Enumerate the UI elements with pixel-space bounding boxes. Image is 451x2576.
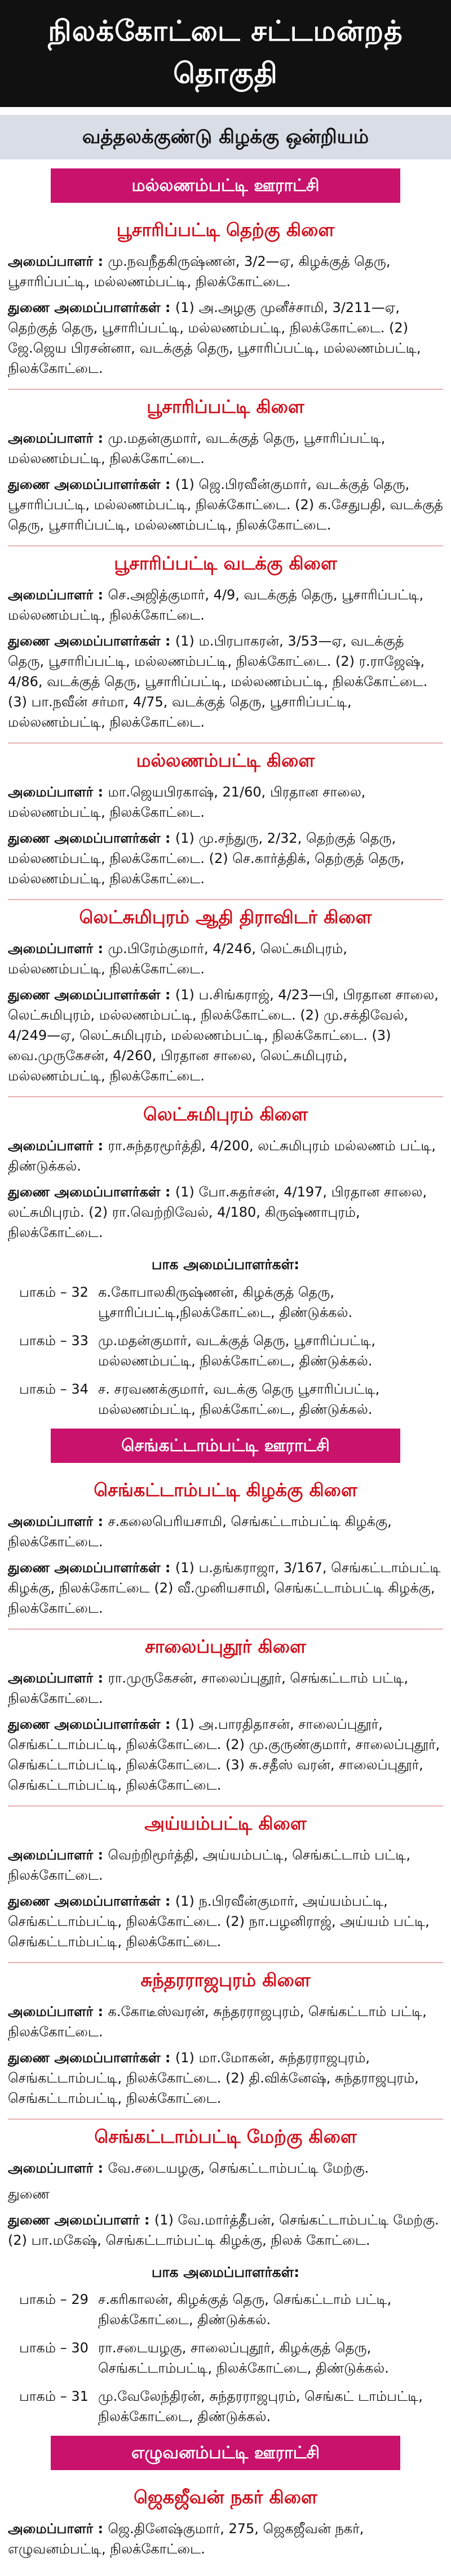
- secretary-text: வெற்றிமூர்த்தி, அய்யம்பட்டி, செங்கட்டாம் பட்டி, நிலக்கோட்டை.: [8, 1847, 410, 1883]
- constituency-title: நிலக்கோட்டை சட்டமன்றத் தொகுதி: [0, 0, 451, 107]
- deputy-text: (1) ப.சிங்கராஜ், 4/23—பி, பிரதான சாலை, லெட்சுமிபுரம், மல்லணம்பட்டி, நிலக்கோட்டை. (2) மு.சக்திவேல், 4/249—ஏ, லெட்சுமிபுரம், மல்லணம்பட்டி, நிலக்கோட்டை. (3) வை.முருகேசன், 4/260, பிரதான சாலை, லெட்சுமிபுரம், மல்லணம்பட்டி, நிலக்கோட்டை.: [8, 987, 439, 1084]
- secretary-text: ஜெ.தினேஷ்குமார், 275, ஜெகஜீவன் நகர், எழுவனம்பட்டி, நிலக்கோட்டை.: [8, 2521, 364, 2557]
- branch-secretary: [8, 2001, 443, 2042]
- booth-number: பாகம் – 31: [19, 2388, 89, 2404]
- secretary-text: ச.கலைபெரியசாமி, செங்கட்டாம்பட்டி கிழக்கு, நிலக்கோட்டை.: [8, 1513, 392, 1550]
- union-title: வத்தலக்குண்டு கிழக்கு ஒன்றியம்: [0, 115, 451, 159]
- secretary-label: அமைப்பாளர் :: [8, 941, 108, 956]
- secretary-label: அமைப்பாளர் :: [8, 2003, 108, 2019]
- booth-row: [8, 1379, 443, 1420]
- deputy-text: (1) ஜெ.பிரவீன்குமார், வடக்குத் தெரு, பூசாரிப்பட்டி, மல்லணம்பட்டி, நிலக்கோட்டை. (2) க.சேதுபதி, வடக்குத் தெரு, பூசாரிப்பட்டி, மல்லணம்பட்டி, நிலக்கோட்டை.: [8, 477, 443, 533]
- branch-deputies: [8, 828, 443, 889]
- branch-deputies: [8, 1558, 443, 1618]
- branch-deputies: [8, 631, 443, 732]
- branch-secretary: [8, 428, 443, 469]
- branch-deputies: [8, 1182, 443, 1243]
- branch-deputies: [8, 2048, 443, 2108]
- secretary-text: ரா.சுந்தரமூர்த்தி, 4/200, லட்சுமிபுரம் மல்லணம் பட்டி, திண்டுக்கல்.: [8, 1138, 436, 1174]
- booth-number: பாகம் – 30: [19, 2340, 89, 2356]
- secretary-label: அமைப்பாளர் :: [8, 2521, 108, 2537]
- secretary-text: ரா.முருகேசன், சாலைப்புதூர், செங்கட்டாம் பட்டி, நிலக்கோட்டை.: [8, 1670, 409, 1706]
- branch-heading: அய்யம்பட்டி கிளை: [8, 1805, 443, 1840]
- branch-secretary: [8, 251, 443, 292]
- secretary-text: க.கோடீஸ்வரன், சுந்தரராஜபுரம், செங்கட்டாம் பட்டி, நிலக்கோட்டை.: [8, 2003, 427, 2040]
- booth-organiser: க.கோபாலகிருஷ்ணன், கிழக்குத் தெரு, பூசாரிப்பட்டி,நிலக்கோட்டை, திண்டுக்கல்.: [98, 1284, 353, 1320]
- secretary-text: மு.பிரேம்குமார், 4/246, லெட்சுமிபுரம், மல்லணம்பட்டி, நிலக்கோட்டை.: [8, 941, 347, 977]
- deputy-text: (1) மு.சந்துரு, 2/32, தெற்குத் தெரு, மல்லணம்பட்டி, நிலக்கோட்டை. (2) செ.கார்த்திக், தெற்குத் தெரு, மல்லணம்பட்டி, நிலக்கோட்டை.: [8, 830, 405, 887]
- booth-row: [8, 1331, 443, 1371]
- panchayat-heading: செங்கட்டாம்பட்டி ஊராட்சி: [51, 1429, 400, 1463]
- branch-heading: சாலைப்புதூர் கிளை: [8, 1629, 443, 1663]
- secretary-text: மா.ஜெயபிரகாஷ், 21/60, பிரதான சாலை, மல்லணம்பட்டி, நிலக்கோட்டை.: [8, 784, 366, 820]
- panchayat-heading: எழுவனம்பட்டி ஊராட்சி: [51, 2436, 400, 2470]
- booth-organisers-heading: பாக அமைப்பாளர்கள்:: [151, 1256, 300, 1273]
- deputy-label: துணை அமைப்பாளர்கள் :: [8, 1893, 175, 1909]
- secretary-text: மு.மதன்குமார், வடக்குத் தெரு, பூசாரிப்பட்டி, மல்லணம்பட்டி, நிலக்கோட்டை.: [8, 430, 386, 466]
- branch-secretary: [8, 1668, 443, 1709]
- branch-heading: செங்கட்டாம்பட்டி மேற்கு கிளை: [8, 2119, 443, 2154]
- panchayat-heading: மல்லணம்பட்டி ஊராட்சி: [51, 168, 400, 203]
- branch-heading: செங்கட்டாம்பட்டி கிழக்கு கிளை: [94, 1479, 357, 1501]
- branch-deputies: [8, 297, 443, 379]
- booth-number: பாகம் – 33: [19, 1332, 89, 1349]
- deputy-text: (1) போ.சுதர்சன், 4/197, பிரதான சாலை, லட்சுமிபுரம். (2) ரா.வெற்றிவேல், 4/180, கிருஷ்ணாபுரம், நிலக்கோட்டை.: [8, 1184, 427, 1240]
- branch-secretary: [8, 1136, 443, 1176]
- deputy-text: (1) ந.பிரவீன்குமார், அய்யம்பட்டி, செங்கட்டாம்பட்டி, நிலக்கோட்டை. (2) நா.பழனிராஜ், அய்யம் பட்டி, செங்கட்டாம்பட்டி, நிலக்கோட்டை.: [8, 1893, 430, 1950]
- secretary-text: வே.சடையழகு, செங்கட்டாம்பட்டி மேற்கு.: [108, 2160, 369, 2176]
- branch-heading: லெட்சுமிபுரம் கிளை: [8, 1096, 443, 1131]
- secretary-label: அமைப்பாளர் :: [8, 253, 108, 269]
- branch-heading: மல்லணம்பட்டி கிளை: [8, 742, 443, 777]
- deputy-text: (1) மா.மோகன், சுந்தரராஜபுரம், செங்கட்டாம்பட்டி, நிலக்கோட்டை. (2) தி.விக்னேஷ், சுந்தராஜபுரம், செங்கட்டாம்பட்டி, நிலக்கோட்டை.: [8, 2049, 419, 2106]
- secretary-label: அமைப்பாளர் :: [8, 2160, 108, 2176]
- deputy-label: துணை அமைப்பாளர்கள் :: [8, 1559, 175, 1576]
- deputy-label: துணை அமைப்பாளர்கள் :: [8, 633, 175, 649]
- booth-organiser: ச.கரிகாலன், கிழக்குத் தெரு, செங்கட்டாம் பட்டி, நிலக்கோட்டை, திண்டுக்கல்.: [98, 2292, 392, 2328]
- deputy-text: (1) ம.பிரபாகரன், 3/53—ஏ, வடக்குத் தெரு, பூசாரிப்பட்டி, மல்லணம்பட்டி, நிலக்கோட்டை. (2) ர.ராஜேஷ், 4/86, வடக்குத் தெரு, பூசாரிப்பட்டி, மல்லணம்பட்டி, நிலக்கோட்டை. (3) பா.நவீன் சர்மா, 4/75, வடக்குத் தெரு, பூசாரிப்பட்டி, மல்லணம்பட்டி, நிலக்கோட்டை.: [8, 633, 428, 730]
- branch-heading: பூசாரிப்பட்டி தெற்கு கிளை: [116, 219, 335, 241]
- booth-organiser: மு.வேலேந்திரன், சுந்தரராஜபுரம், செங்கட் டாம்பட்டி, நிலக்கோட்டை, திண்டுக்கல்.: [98, 2388, 423, 2424]
- secretary-label: அமைப்பாளர் :: [8, 784, 108, 800]
- secretary-text: மு.நவநீதகிருஷ்ணன், 3/2—ஏ, கிழக்குத் தெரு, பூசாரிப்பட்டி, மல்லணம்பட்டி, நிலக்கோட்டை.: [8, 253, 391, 290]
- deputy-label: துணை அமைப்பாளர்கள் :: [8, 1184, 175, 1200]
- secretary-label: அமைப்பாளர் :: [8, 1513, 108, 1529]
- branch-secretary: [8, 2519, 443, 2559]
- booth-row: [8, 2338, 443, 2378]
- branch-deputies: [8, 985, 443, 1086]
- branch-secretary: [8, 782, 443, 822]
- secretary-label: அமைப்பாளர் :: [8, 1670, 108, 1686]
- deputy-label: துணை அமைப்பாளர்கள் :: [8, 300, 175, 315]
- branch-deputies: [8, 2210, 443, 2250]
- deputy-label: துணை அமைப்பாளர்கள் :: [8, 830, 175, 846]
- branch-secretary: [8, 1845, 443, 1885]
- branch-heading: பூசாரிப்பட்டி கிளை: [8, 389, 443, 424]
- deputy-text: (1) வே.மார்த்தீபன், செங்கட்டாம்பட்டி மேற்கு. (2) பா.மகேஷ், செங்கட்டாம்பட்டி கிழக்கு, நிலக் கோட்டை.: [8, 2212, 439, 2248]
- branch-deputies: [8, 474, 443, 535]
- booth-organiser: ச. சரவணக்குமார், வடக்கு தெரு பூசாரிப்பட்டி, மல்லணம்பட்டி, நிலக்கோட்டை, திண்டுக்கல்.: [98, 1381, 380, 1417]
- booth-organiser: மு.மதன்குமார், வடக்குத் தெரு, பூசாரிப்பட்டி, மல்லணம்பட்டி, நிலக்கோட்டை, திண்டுக்கல்.: [98, 1332, 375, 1369]
- branch-secretary: [8, 585, 443, 625]
- deputy-label: துணை அமைப்பாளர் :: [8, 2212, 154, 2228]
- branch-heading: சுந்தரராஜபுரம் கிளை: [8, 1962, 443, 1997]
- deputy-text: (1) ப.தங்கராஜா, 3/167, செங்கட்டாம்பட்டி கிழக்கு, நிலக்கோட்டை (2) வீ.முனியசாமி, செங்கட்டாம்பட்டி கிழக்கு, நிலக்கோட்டை.: [8, 1559, 441, 1616]
- deputy-label: துணை அமைப்பாளர்கள் :: [8, 477, 175, 492]
- deputy-label: துணை அமைப்பாளர்கள் :: [8, 2049, 175, 2066]
- booth-number: பாகம் – 34: [19, 1381, 89, 1397]
- deputy-label: துணை அமைப்பாளர்கள் :: [8, 987, 175, 1003]
- secretary-label: அமைப்பாளர் :: [8, 1138, 108, 1154]
- booth-row: [8, 1282, 443, 1323]
- booth-number: பாகம் – 29: [19, 2292, 89, 2307]
- branch-heading: ஜெகஜீவன் நகர் கிளை: [134, 2486, 317, 2508]
- branch-deputies: [8, 1891, 443, 1952]
- deputy-text: (1) அ.பாரதிதாசன், சாலைப்புதூர், செங்கட்டாம்பட்டி, நிலக்கோட்டை. (2) மு.குருண்குமார், சாலைப்புதூர், செங்கட்டாம்பட்டி, நிலக்கோட்டை. (3) சு.சதீஸ் வரன், சாலைப்புதூர், செங்கட்டாம்பட்டி, நிலக்கோட்டை.: [8, 1716, 440, 1793]
- branch-heading: பூசாரிப்பட்டி வடக்கு கிளை: [8, 545, 443, 580]
- booth-row: [8, 2386, 443, 2427]
- branch-secretary: [8, 2158, 443, 2178]
- secretary-text: செ.அஜித்குமார், 4/9, வடக்குத் தெரு, பூசாரிப்பட்டி, மல்லணம்பட்டி, நிலக்கோட்டை.: [8, 587, 424, 623]
- branch-deputies: [8, 1714, 443, 1795]
- branch-heading: லெட்சுமிபுரம் ஆதி திராவிடர் கிளை: [8, 899, 443, 934]
- branch-secretary: [8, 1511, 443, 1552]
- secretary-label: அமைப்பாளர் :: [8, 587, 108, 603]
- booth-organisers-heading: பாக அமைப்பாளர்கள்:: [151, 2263, 300, 2280]
- secretary-label: அமைப்பாளர் :: [8, 430, 108, 446]
- secretary-label: அமைப்பாளர் :: [8, 1847, 108, 1863]
- booth-row: [8, 2289, 443, 2330]
- deputy-text: (1) அ.அழகு முனீச்சாமி, 3/211—ஏ, தெற்குத் தெரு, பூசாரிப்பட்டி, மல்லணம்பட்டி, நிலக்கோட்டை. (2) ஜே.ஜெய பிரசன்னா, வடக்குத் தெரு, பூசாரிப்பட்டி, மல்லணம்பட்டி, நிலக்கோட்டை.: [8, 300, 421, 376]
- booth-organiser: ரா.சடையழகு, சாலைப்புதூர், கிழக்குத் தெரு, செங்கட்டாம்பட்டி, நிலக்கோட்டை, திண்டுக்கல்.: [98, 2340, 389, 2376]
- deputy-label: துணை அமைப்பாளர்கள் :: [8, 1716, 175, 1732]
- article-body: [0, 168, 451, 2559]
- branch-secretary: [8, 938, 443, 979]
- deputy-stray-heading: துணை: [8, 2186, 50, 2202]
- booth-number: பாகம் – 32: [19, 1284, 89, 1300]
